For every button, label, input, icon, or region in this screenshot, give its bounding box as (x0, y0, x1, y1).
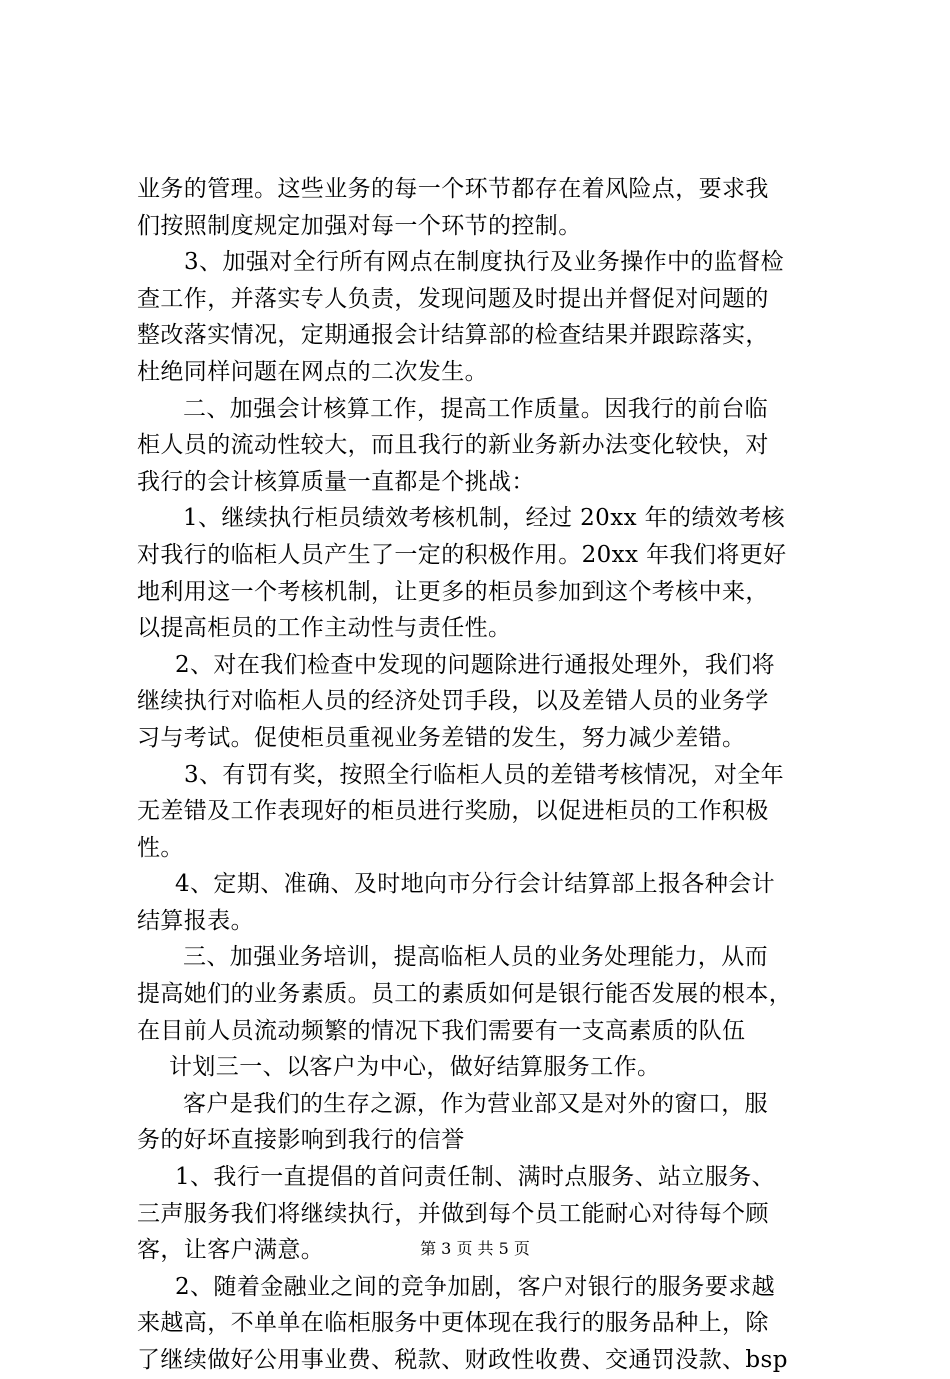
text-line: 1、我行一直提倡的首问责任制、满时点服务、站立服务、 (175, 1164, 776, 1191)
text-line: 3、有罚有奖，按照全行临柜人员的差错考核情况，对全年 (184, 761, 785, 788)
page-number-footer: 第 3 页 共 5 页 (420, 1239, 530, 1258)
text-line: 地利用这一个考核机制，让更多的柜员参加到这个考核中来， (137, 578, 769, 605)
text-line: 2、对在我们检查中发现的问题除进行通报处理外，我们将 (175, 651, 776, 678)
text-line: 以提高柜员的工作主动性与责任性。 (137, 615, 512, 642)
text-line: 结算报表。 (137, 907, 254, 934)
document-body (137, 171, 837, 1379)
text-line: 三、加强业务培训，提高临柜人员的业务处理能力，从而 (183, 944, 768, 971)
text-line: 了继续做好公用事业费、税款、财政性收费、交通罚没款、bsp (137, 1347, 788, 1373)
text-line: 客户是我们的生存之源，作为营业部又是对外的窗口，服 (183, 1090, 768, 1117)
text-line: 性。 (137, 834, 184, 861)
text-line: 来越高，不单单在临柜服务中更体现在我行的服务品种上，除 (137, 1310, 769, 1337)
text-line: 客，让客户满意。 (137, 1237, 325, 1264)
text-line: 查工作，并落实专人负责，发现问题及时提出并督促对问题的 (137, 285, 769, 312)
text-line: 杜绝同样问题在网点的二次发生。 (137, 358, 488, 385)
text-line: 三声服务我们将继续执行，并做到每个员工能耐心对待每个顾 (137, 1200, 769, 1227)
text-line: 习与考试。促使柜员重视业务差错的发生，努力减少差错。 (137, 724, 746, 751)
text-line: 2、随着金融业之间的竞争加剧，客户对银行的服务要求越 (175, 1273, 776, 1300)
text-line: 无差错及工作表现好的柜员进行奖励，以促进柜员的工作积极 (137, 798, 769, 825)
text-line: 3、加强对全行所有网点在制度执行及业务操作中的监督检 (184, 249, 785, 276)
text-line: 我行的会计核算质量一直都是个挑战： (137, 468, 535, 495)
text-line: 二、加强会计核算工作，提高工作质量。因我行的前台临 (183, 395, 768, 422)
text-line: 们按照制度规定加强对每一个环节的控制。 (137, 212, 582, 239)
text-line: 提高她们的业务素质。员工的素质如何是银行能否发展的根本， (137, 981, 793, 1008)
text-line: 1、继续执行柜员绩效考核机制，经过 20xx 年的绩效考核 (183, 505, 786, 532)
text-line: 4、定期、准确、及时地向市分行会计结算部上报各种会计 (175, 871, 776, 898)
text-line: 业务的管理。这些业务的每一个环节都存在着风险点，要求我 (137, 176, 769, 202)
text-line: 在目前人员流动频繁的情况下我们需要有一支高素质的队伍 (137, 1017, 746, 1044)
text-line: 整改落实情况，定期通报会计结算部的检查结果并跟踪落实， (137, 322, 769, 349)
text-line: 计划三一、以客户为中心，做好结算服务工作。 (169, 1054, 661, 1081)
text-line: 继续执行对临柜人员的经济处罚手段，以及差错人员的业务学 (137, 688, 769, 715)
text-line: 柜人员的流动性较大，而且我行的新业务新办法变化较快，对 (137, 432, 769, 459)
text-line: 对我行的临柜人员产生了一定的积极作用。20xx 年我们将更好 (137, 541, 787, 568)
text-line: 务的好坏直接影响到我行的信誉 (137, 1127, 465, 1154)
